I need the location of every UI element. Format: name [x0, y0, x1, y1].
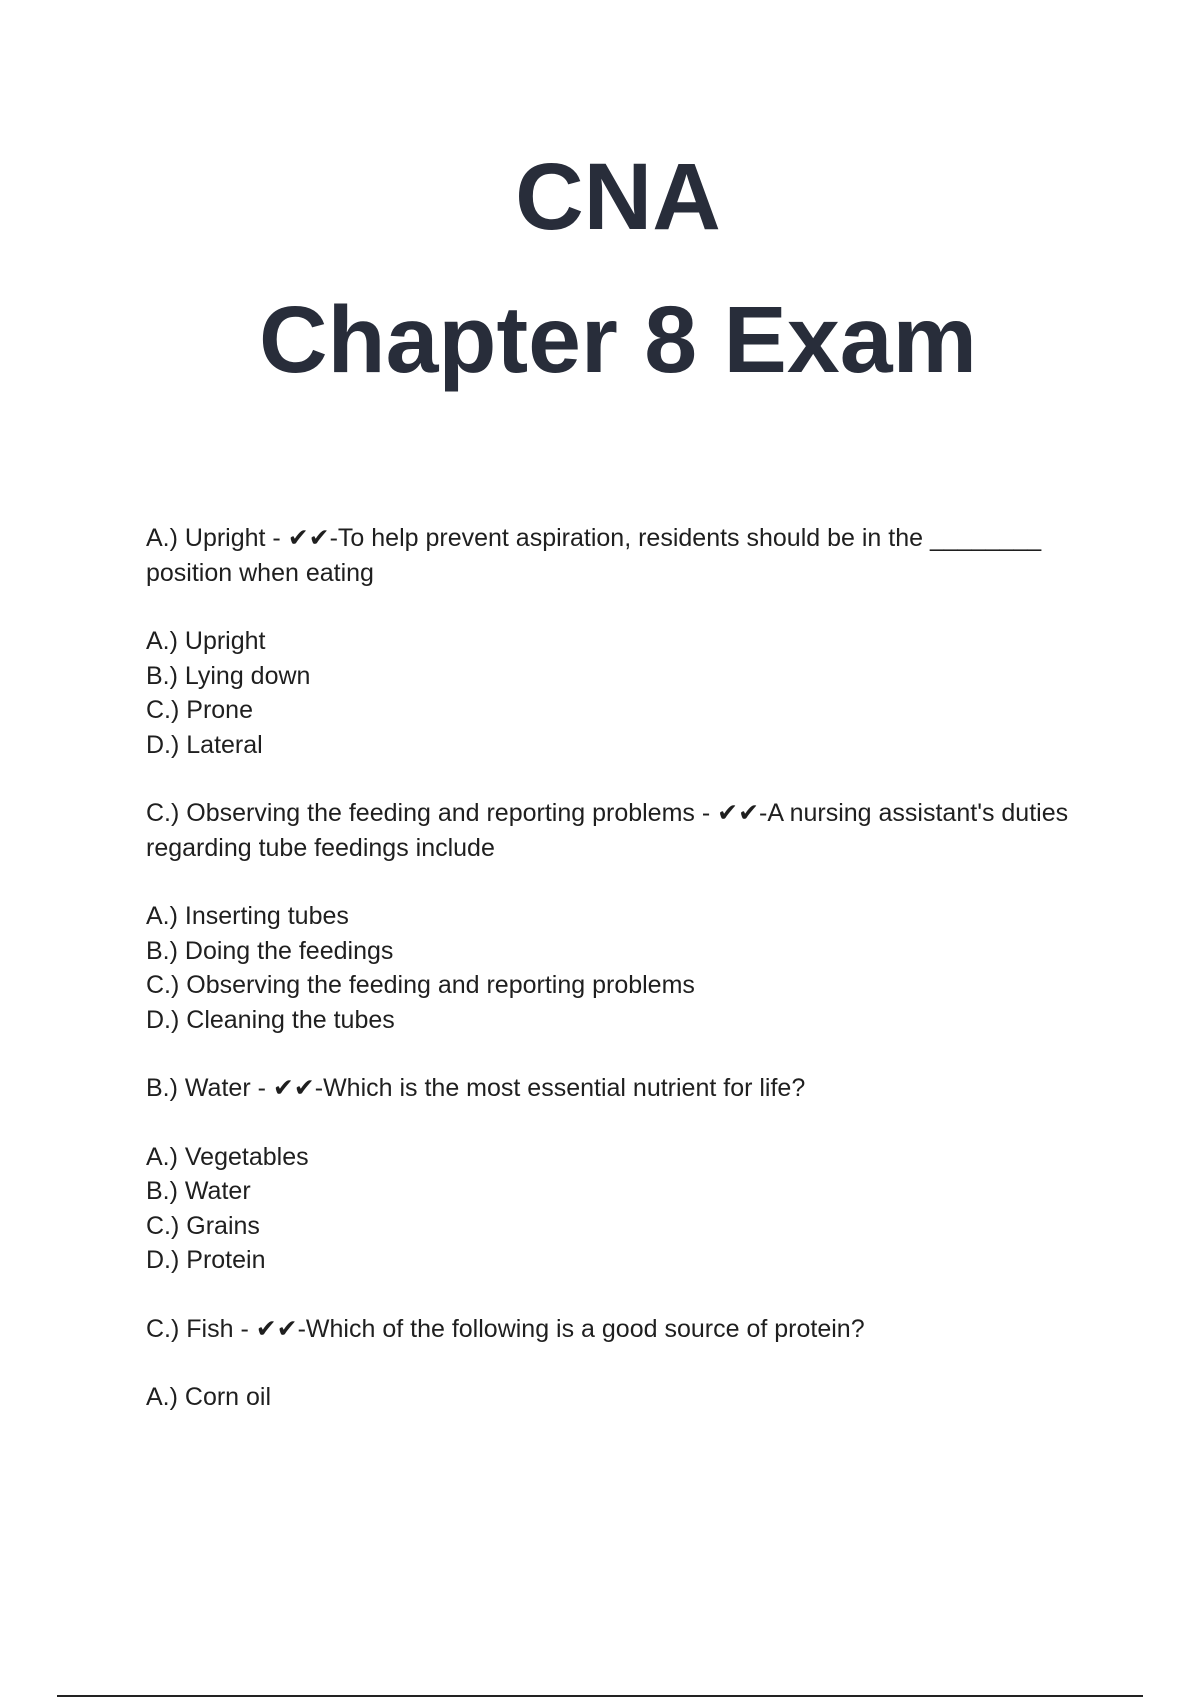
option-item: A.) Inserting tubes: [146, 902, 349, 930]
option-list: [146, 624, 1086, 762]
option-list: [146, 1380, 1086, 1415]
option-item: B.) Water: [146, 1177, 251, 1205]
question-text: A.) Upright - ✔✔-To help prevent aspiration, residents should be in the ________ position when eating: [146, 524, 1042, 587]
option-item: B.) Lying down: [146, 661, 311, 690]
question-text: B.) Water - ✔✔-Which is the most essential nutrient for life?: [146, 1074, 806, 1102]
option-item: A.) Corn oil: [146, 1383, 272, 1411]
title-line-2: Chapter 8 Exam: [258, 287, 978, 393]
option-item: A.) Upright: [146, 627, 266, 655]
option-item: D.) Protein: [146, 1246, 266, 1274]
option-item: D.) Lateral: [146, 730, 263, 759]
option-list: [146, 1140, 1086, 1278]
option-item: C.) Prone: [146, 696, 253, 724]
question-text: C.) Fish - ✔✔-Which of the following is a good source of protein?: [146, 1314, 865, 1343]
footer-divider: [57, 1695, 1143, 1697]
option-item: C.) Observing the feeding and reporting problems: [146, 971, 695, 999]
option-item: B.) Doing the feedings: [146, 936, 394, 965]
option-item: A.) Vegetables: [146, 1142, 309, 1171]
questions-content: [146, 521, 1086, 1449]
option-list: [146, 899, 1086, 1037]
question-text: C.) Observing the feeding and reporting problems - ✔✔-A nursing assistant's duties regarding tube feedings include: [146, 799, 1069, 862]
option-item: C.) Grains: [146, 1211, 260, 1240]
title-line-1: CNA: [515, 144, 721, 250]
title-block: [0, 144, 1200, 393]
option-item: D.) Cleaning the tubes: [146, 1005, 395, 1034]
